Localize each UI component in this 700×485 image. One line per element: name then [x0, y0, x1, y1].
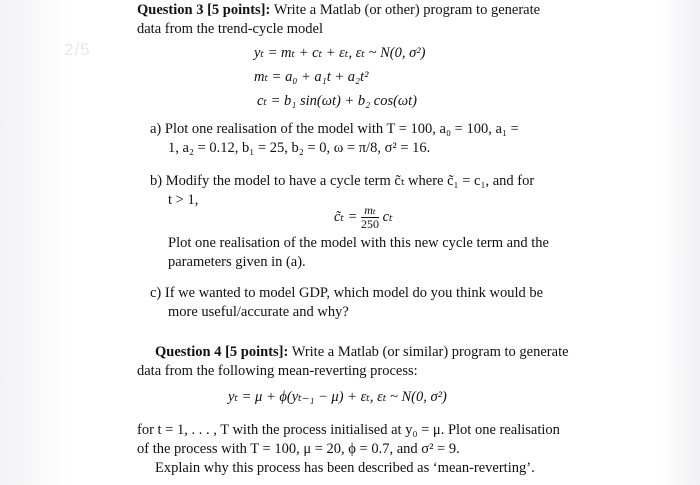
part-b-text: [168, 234, 580, 272]
page-left-shadow: [0, 0, 70, 485]
question-3-intro-line-2: data from the trend-cycle model: [137, 21, 324, 37]
part-a-line-1: a) Plot one realisation of the model with T = 100, a₀ = 100, a₁ =: [150, 121, 519, 137]
question-3-heading: Question 3 [5 points]:: [137, 2, 271, 18]
part-b-equation: [334, 204, 393, 231]
part-c: [150, 284, 580, 322]
question-4-body-line-1: for t = 1, . . . , T with the process initialised at y₀ = μ. Plot one realisation: [137, 422, 560, 438]
part-b-fraction: [361, 204, 379, 231]
part-b-line-3: Plot one realisation of the model with this new cycle term and the: [168, 235, 549, 251]
question-4-body-line-2: of the process with T = 100, μ = 20, ϕ = 0.7, and σ² = 9.: [137, 441, 460, 457]
question-4-body: [137, 421, 587, 478]
part-b-equation-lhs: c̃ₜ =: [334, 208, 358, 225]
question-4-intro-line-1: Write a Matlab (or similar) program to generate: [291, 344, 569, 360]
part-b-equation-rhs: cₜ: [382, 208, 393, 225]
part-c-line-2: more useful/accurate and why?: [168, 304, 349, 320]
part-b-line-4: parameters given in (a).: [168, 254, 306, 270]
question-3-header: [137, 1, 577, 39]
part-b-line-1: b) Modify the model to have a cycle term c̃ₜ where c̃₁ = c₁, and for: [150, 173, 535, 189]
part-b-fraction-denominator: 250: [361, 217, 380, 231]
question-4-body-line-3: Explain why this process has been described as ‘mean-reverting’.: [155, 460, 535, 476]
page-right-shadow: [660, 0, 700, 485]
equation-trend: mₜ = a₀ + a₁t + a₂t²: [254, 69, 369, 85]
equation-mean-reverting: yₜ = μ + ϕ(yₜ₋₁ − μ) + εₜ, εₜ ~ N(0, σ²): [228, 389, 447, 405]
part-a-line-2: 1, a₂ = 0.12, b₁ = 25, b₂ = 0, ω = π/8, σ² = 16.: [168, 140, 431, 156]
page-indicator: 2/5: [64, 40, 91, 59]
question-3-intro-line-1: Write a Matlab (or other) program to generate: [273, 2, 541, 18]
part-b-line-2: t > 1,: [168, 192, 199, 208]
question-4-header: [155, 343, 585, 362]
question-4-heading: Question 4 [5 points]:: [155, 344, 289, 360]
question-4-intro-line-2: data from the following mean-reverting process:: [137, 363, 418, 379]
part-a: [150, 120, 580, 158]
part-b-fraction-numerator: mₜ: [361, 204, 379, 218]
equation-trend-cycle: yₜ = mₜ + cₜ + εₜ, εₜ ~ N(0, σ²): [254, 45, 426, 61]
part-c-line-1: c) If we wanted to model GDP, which model do you think would be: [150, 285, 544, 301]
equation-cycle: cₜ = b₁ sin(ωt) + b₂ cos(ωt): [257, 93, 418, 109]
